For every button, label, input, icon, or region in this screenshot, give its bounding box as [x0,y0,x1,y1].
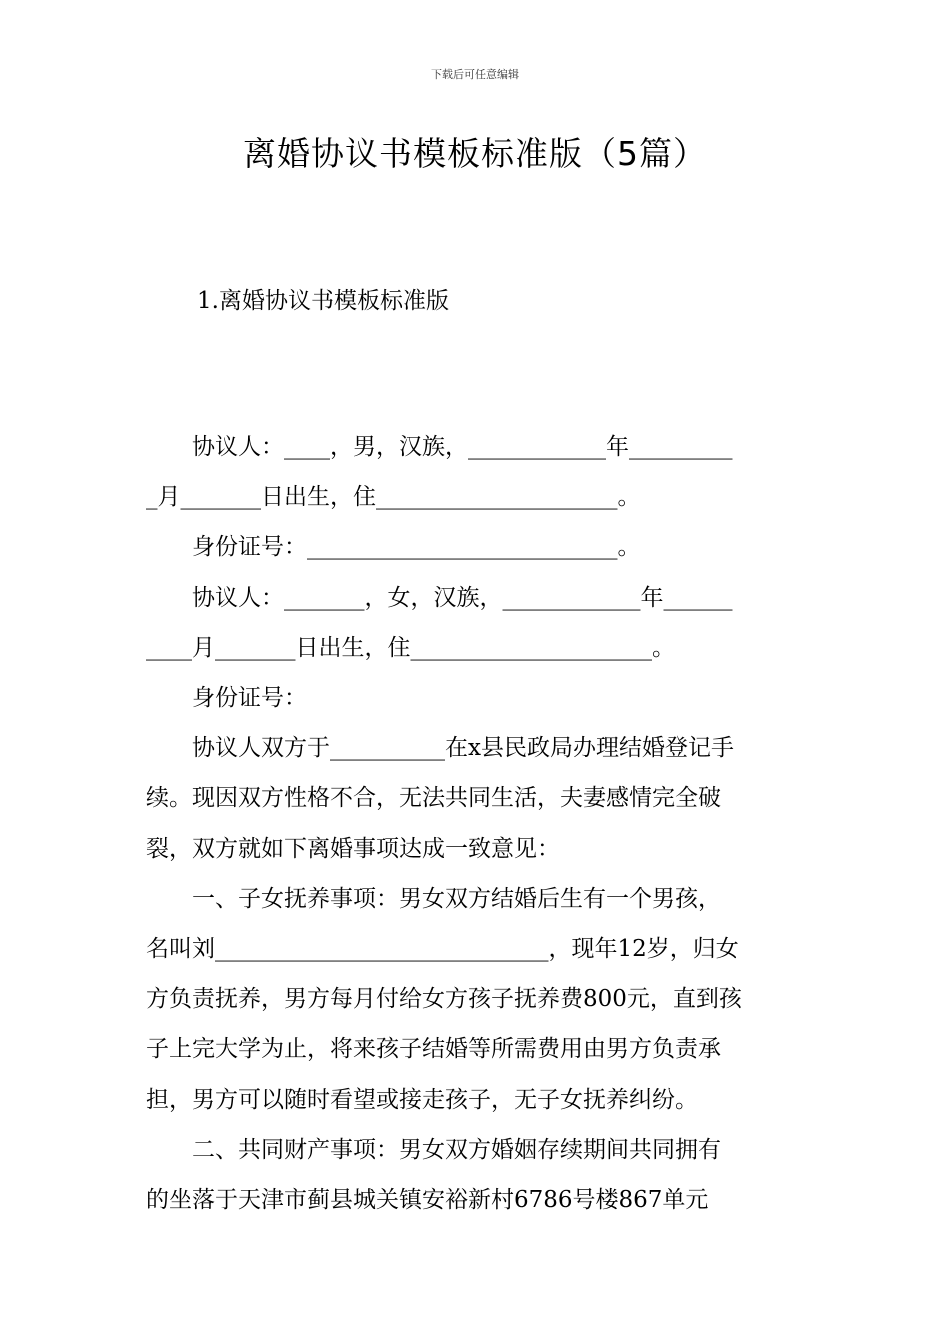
joint-property-line: 二、共同财产事项：男女双方婚姻存续期间共同拥有 [192,1136,721,1163]
header-note: 下载后可任意编辑 [431,68,519,81]
party1-line-cont: _月_______日出生，住_____________________。 [146,484,641,511]
agreement-body [146,422,808,1225]
child-custody-line-cont: 担，男方可以随时看望或接走孩子，无子女抚养纠纷。 [146,1086,698,1113]
marriage-registration-line-cont: 裂，双方就如下离婚事项达成一致意见： [146,835,560,862]
document-title: 离婚协议书模板标准版（5篇） [243,134,707,173]
marriage-registration-line: 协议人双方于__________在x县民政局办理结婚登记手 [192,735,734,762]
child-custody-line-cont: 方负责抚养，男方每月付给女方孩子抚养费800元，直到孩 [146,986,742,1013]
party1-id-line: 身份证号：___________________________。 [192,534,641,561]
party2-line-cont: ____月_______日出生，住_____________________。 [146,634,675,661]
marriage-registration-line-cont: 续。现因双方性格不合，无法共同生活，夫妻感情完全破 [146,785,721,812]
child-custody-line-cont: 名叫刘_____________________________，现年12岁，归女 [146,936,739,963]
child-custody-line-cont: 子上完大学为止，将来孩子结婚等所需费用由男方负责承 [146,1036,721,1063]
joint-property-line-cont: 的坐落于天津市蓟县城关镇安裕新村6786号楼867单元 [146,1187,709,1214]
child-custody-line: 一、子女抚养事项：男女双方结婚后生有一个男孩， [192,885,721,912]
party1-line: 协议人：____，男，汉族，____________年_________ [192,434,733,460]
party2-id-line: 身份证号： [192,685,307,712]
party2-line: 协议人：_______，女，汉族，____________年______ [192,584,733,611]
section-heading: 1.离婚协议书模板标准版 [197,288,449,314]
